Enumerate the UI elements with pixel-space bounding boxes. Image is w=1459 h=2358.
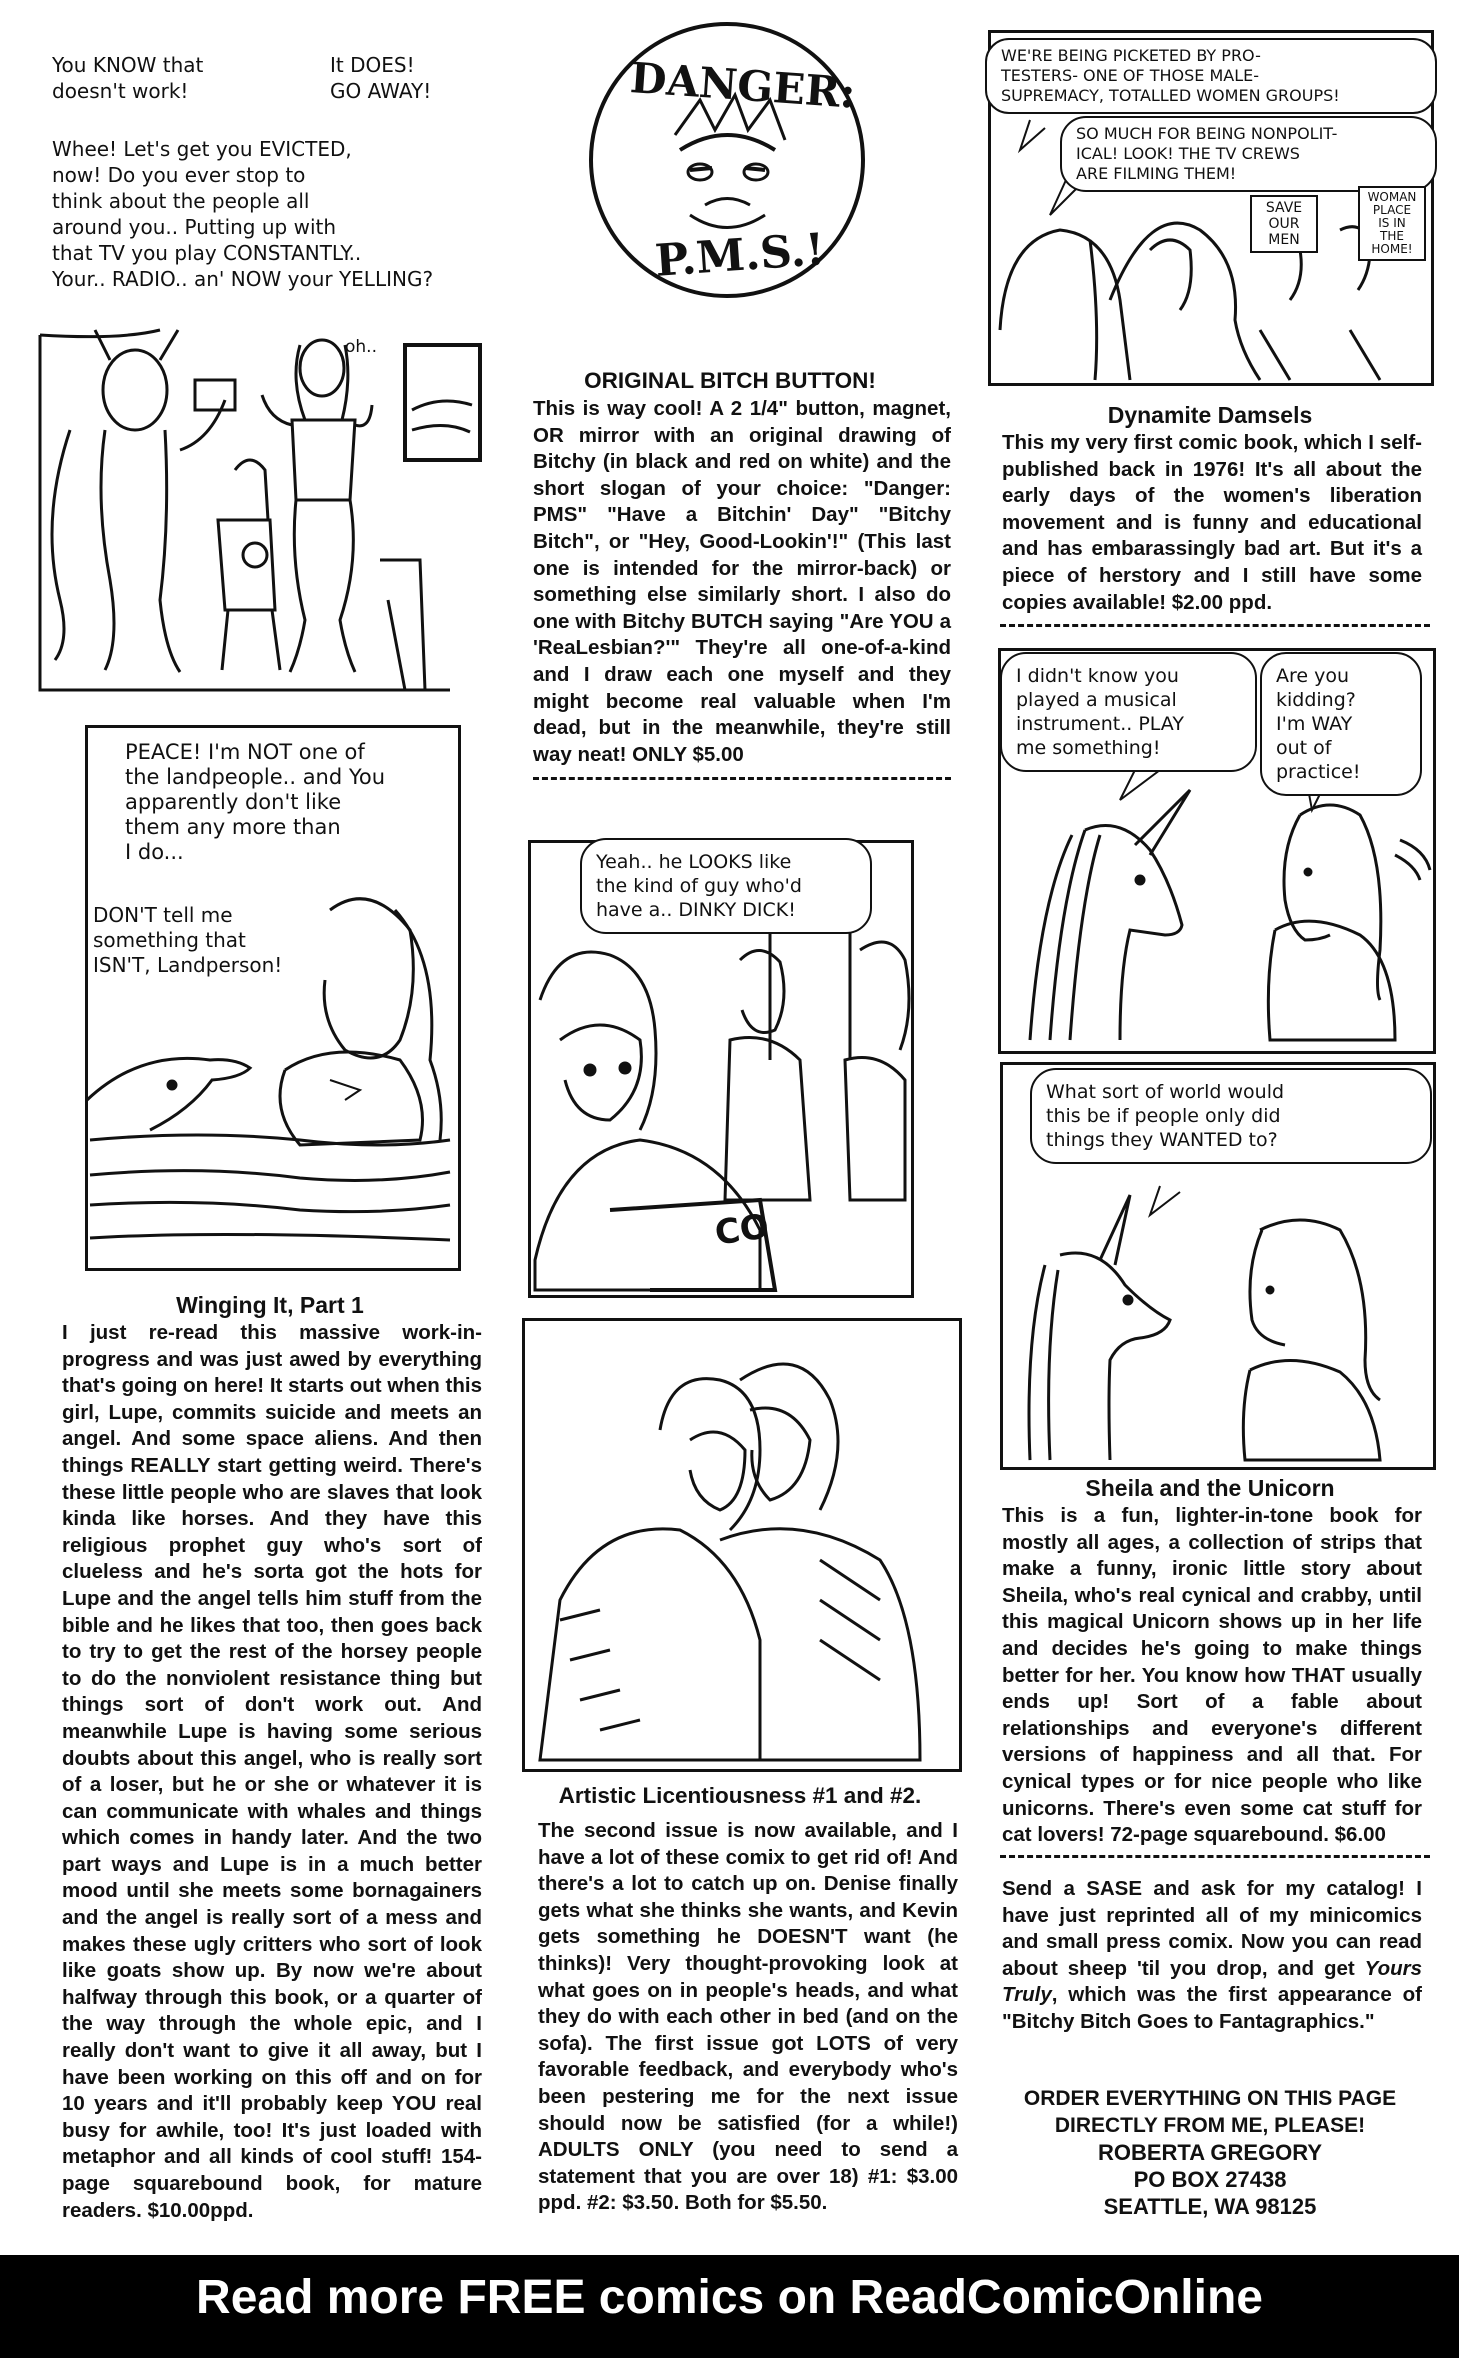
order-line-3: ROBERTA GREGORY bbox=[1097, 2140, 1323, 2165]
damsels-title: Dynamite Damsels bbox=[1107, 402, 1313, 428]
bitch-button-title: ORIGINAL BITCH BUTTON! bbox=[584, 368, 876, 393]
button-word-pms: P.M.S.! bbox=[653, 224, 827, 287]
artistic-title: Artistic Licentiousness #1 and #2. bbox=[558, 1783, 922, 1808]
winging-it-body: I just re-read this massive work-in-progress and was just awed by everything that's going on here! It starts out when this girl, Lupe, commits suicide and meets an angel. And some space aliens. And then things REALLY start getting weird. There's these little people who are slaves that look kinda like horses. And they have this religious prophet guy who's sort of clueless and he's sorta got the hots for Lupe and the angel tells him stuff from the bible and he likes that too, then goes back to try to get the rest of the horsey people to do the nonviolent resistance thing but things sort of don't work out. And meanwhile Lupe is having some serious doubts about this angel, who is really sort of a loser, but he or she or whatever it is can communicate with whales and things which comes in handy later. And the two part ways and Lupe is in a much better mood until she meets some bornagainers and the angel is really sort of a mess and makes these ugly critters who sort of look like goats show up. By now we're about halfway through this book, or a quarter of the way through the whole epic, and I really don't want to give it all away, but I have been working on this off and on for 10 years and it'll probably keep YOU real busy for awhile, too! It's just loaded with metaphor and all kinds of cool stuff! 154-page squarebound book, for mature readers. $10.00ppd. bbox=[62, 1321, 482, 2222]
left-top-illustration bbox=[40, 330, 480, 690]
bitch-button-body: This is way cool! A 2 1/4" button, magnet, OR mirror with an original drawing of Bitchy (in black and red on white) and the short slogan of your choice: "Danger: PMS" "Have a Bitchin' Day" "Bitchy Bitch", or "Hey, Good-Lookin'!" (This last one is intended for the mirror-back) or something else similarly short. I also do one with Bitchy BUTCH saying "Are YOU a 'ReaLesbian?'" They're all one-of-a-kind and I draw each one myself and they might become real valuable when I'm dead, but in the meanwhile, they're still way neat! ONLY $5.00 bbox=[533, 397, 951, 766]
protest-dialogue-1: WE'RE BEING PICKETED BY PRO- TESTERS- ONE OF THOSE MALE- SUPREMACY, TOTALLED WOMEN GROUPS! bbox=[985, 38, 1437, 114]
artistic-body: The second issue is now available, and I have a lot of these comix to get rid of! And there's a lot to catch up on. Denise finally gets what she thinks she wants, and Kevin gets something he DOESN'T want (he thinks)! Very thought-provoking look at what goes on in people's heads, and what they do with each other in bed (and on the sofa). The first issue got LOTS of very favorable feedback, and everybody who's been pestering me for the next issue should now be satisfied (for a while!) ADULTS ONLY (you need to send a statement that you are over 18) #1: $3.00 ppd. #2: $3.50. Both for $5.50. bbox=[538, 1819, 958, 2215]
order-line-5: SEATTLE, WA 98125 bbox=[1103, 2194, 1317, 2219]
unicorn-1-dialogue-2: Are you kidding? I'm WAY out of practice! bbox=[1260, 652, 1422, 796]
unicorn-2-dialogue: What sort of world would this be if people only did things they WANTED to? bbox=[1030, 1068, 1432, 1164]
order-line-4: PO BOX 27438 bbox=[1133, 2167, 1287, 2192]
bar-sign-text: CO bbox=[712, 1206, 772, 1254]
sheila-title: Sheila and the Unicorn bbox=[1085, 1475, 1335, 1501]
left-top-dialogue-3: Whee! Let's get you EVICTED, now! Do you ever stop to think about the people all around you.. Putting up with that TV you play CONSTANTLY.. Your.. RADIO.. an' NOW your YELLING? bbox=[52, 137, 434, 291]
left-top-dialogue-1: You KNOW that doesn't work! bbox=[52, 53, 204, 103]
sheila-body: This is a fun, lighter-in-tone book for mostly all ages, a collection of strips that make a funny, ironic little story about Sheila, who's real cynical and crabby, until this magical Unicorn shows up in her life and decides he's going to make things better for her. You know how THAT usually ends up! Sort of a fable about relationships and everyone's different versions of happiness and all that. For cynical types or for nice people who like unicorns. There's even some cat stuff for cat lovers! 72-page squarebound. $6.00 bbox=[1002, 1504, 1422, 1847]
button-word-danger: DANGER: bbox=[628, 53, 858, 118]
left-top-dialogue-2: It DOES! GO AWAY! bbox=[330, 53, 432, 103]
order-block bbox=[990, 2085, 1430, 2220]
bar-dialogue: Yeah.. he LOOKS like the kind of guy who'd have a.. DINKY DICK! bbox=[580, 838, 872, 934]
couple-comic-panel bbox=[522, 1318, 962, 1772]
dolphin-dialogue-2: DON'T tell me something that ISN'T, Landperson! bbox=[93, 903, 283, 977]
protest-sign-2: WOMAN PLACE IS IN THE HOME! bbox=[1358, 186, 1426, 261]
order-line-2: DIRECTLY FROM ME, PLEASE! bbox=[1054, 2114, 1366, 2137]
protest-sign-1: SAVE OUR MEN bbox=[1250, 195, 1318, 253]
divider-right-1 bbox=[1000, 624, 1430, 627]
damsels-body: This my very first comic book, which I self-published back in 1976! It's all about the early days of the women's liberation movement and is funny and educational and has embarassingly bad art. But it's a piece of herstory and I still have some copies available! $2.00 ppd. bbox=[1002, 431, 1422, 614]
order-line-1: ORDER EVERYTHING ON THIS PAGE bbox=[1023, 2087, 1397, 2110]
unicorn-1-dialogue-1: I didn't know you played a musical instrument.. PLAY me something! bbox=[1000, 652, 1257, 772]
footer-banner-link[interactable]: Read more FREE comics on ReadComicOnline bbox=[196, 2271, 1263, 2324]
divider-right-2 bbox=[1000, 1855, 1430, 1858]
catalog-body: Send a SASE and ask for my catalog! I have just reprinted all of my minicomics and small press comix. Now you can read about sheep 'til you drop, and get Yours Truly, which was the first appearance of "Bitchy Bitch Goes to Fantagraphics." bbox=[1002, 1877, 1422, 2033]
dolphin-dialogue-1: PEACE! I'm NOT one of the landpeople.. and You apparently don't like them any more than I do... bbox=[125, 740, 386, 864]
protest-dialogue-2: SO MUCH FOR BEING NONPOLIT- ICAL! LOOK! THE TV CREWS ARE FILMING THEM! bbox=[1060, 116, 1437, 192]
left-top-dialogue-4: oh.. bbox=[345, 337, 377, 357]
divider-middle-1 bbox=[533, 777, 951, 780]
winging-it-title: Winging It, Part 1 bbox=[176, 1292, 364, 1318]
